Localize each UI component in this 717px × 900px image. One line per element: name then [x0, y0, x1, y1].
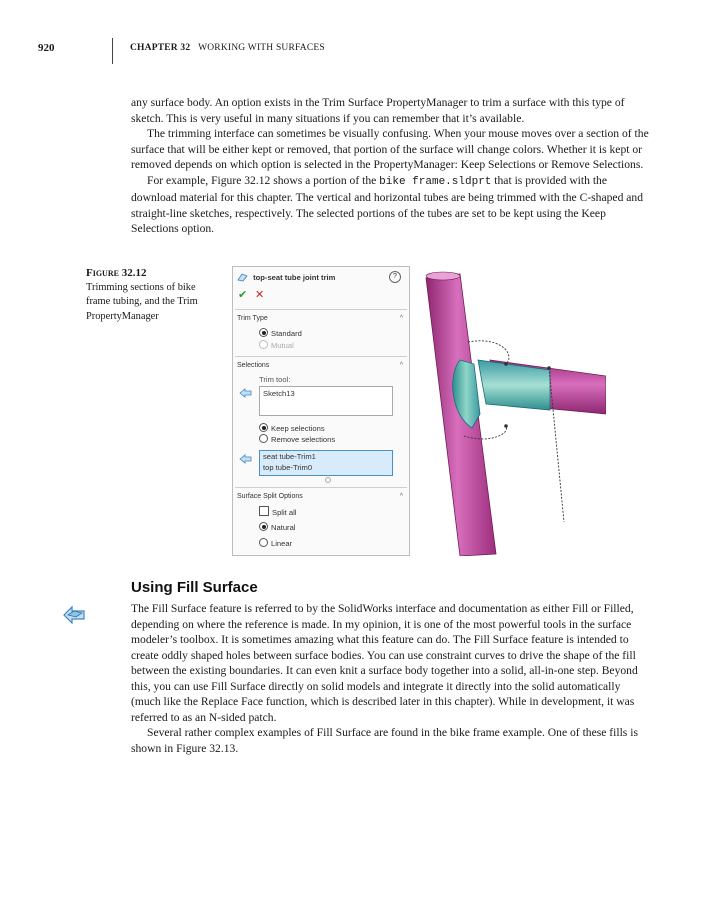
- checkbox-split-all[interactable]: [259, 506, 296, 517]
- section-text: [131, 601, 651, 756]
- sketch-endpoint: [547, 366, 551, 370]
- radio-mutual-label: Mutual: [271, 341, 294, 350]
- fill-surface-icon: [62, 604, 88, 624]
- trim-surface-icon: [237, 272, 248, 282]
- radio-natural[interactable]: [259, 522, 295, 532]
- radio-standard-label: Standard: [271, 329, 302, 338]
- section-paragraph-1: The Fill Surface feature is referred to by the SolidWorks interface and documentation as either Fill or Filled, depending on where the reference is made. In my opinion, it is one of the most powerful tools in the surface modeler’s toolbox. It is sometimes amazing what this feature can do. The Fill Surface feature is intended to create oddly shaped holes between surface bodies. You can use constraint curves to drive the shape of the fill between the existing boundaries. It can even knit a surface body together into a solid, all-in-one step. Beyond this, you can use Fill Surface directly on solid models and integrate it directly into the solid automatically (much like the Replace Face function, which is described later in this chapter). While in development, it was referred to as an N-sided patch.: [131, 602, 638, 724]
- page-number: 920: [38, 42, 55, 54]
- running-head: [130, 43, 325, 53]
- pm-divider: [235, 487, 407, 488]
- split-options-heading[interactable]: Surface Split Options: [237, 493, 303, 500]
- pieces-list[interactable]: [259, 450, 393, 476]
- pm-title: top-seat tube joint trim: [253, 273, 336, 282]
- resize-grip[interactable]: [325, 477, 331, 483]
- intro-text: [131, 95, 651, 237]
- intro-paragraph-2: The trimming interface can sometimes be visually confusing. When your mouse moves over a section of the surface that will be either kept or removed, that portion of the surface will change colors. Whether it is kept or removed depends on which option is selected in the PropertyManager: Keep Selections or Remove Selections.: [131, 127, 649, 171]
- trim-tool-list[interactable]: [259, 386, 393, 416]
- radio-linear-label: Linear: [271, 539, 293, 548]
- intro-p3-end: that is provided with the download material for this chapter. The vertical and horizontal tubes are being trimmed with the C-shaped and straight-line sketches, respectively. The selected portions of the tubes are set to be kept using the Keep Selections option.: [131, 173, 644, 235]
- radio-dot: [259, 538, 268, 547]
- piece-item[interactable]: top tube-Trim0: [263, 463, 313, 472]
- figure-caption-text: Trimming sections of bike frame tubing, and the Trim PropertyManager: [86, 281, 198, 322]
- section-paragraph-2: Several rather complex examples of Fill Surface are found in the bike frame example. One of these fills is shown in Figure 32.13.: [131, 726, 638, 755]
- trim-property-manager: [232, 266, 410, 556]
- radio-dot: [259, 434, 268, 443]
- pm-divider: [235, 309, 407, 310]
- pieces-icon: [239, 453, 253, 465]
- file-name: bike frame.sldprt: [379, 175, 492, 188]
- figure-label: Figure 32.12: [86, 267, 147, 279]
- section-heading: Using Fill Surface: [131, 579, 258, 596]
- sketch-endpoint: [504, 424, 508, 428]
- header-rule: [112, 38, 113, 64]
- figure-caption: [86, 266, 216, 324]
- radio-dot: [259, 423, 268, 432]
- split-options-collapse-icon[interactable]: ^: [399, 493, 403, 500]
- selections-collapse-icon[interactable]: ^: [399, 362, 403, 369]
- intro-p3-start: For example, Figure 32.12 shows a portion of the: [147, 173, 380, 187]
- radio-keep-label: Keep selections: [271, 424, 325, 433]
- radio-remove-label: Remove selections: [271, 435, 336, 444]
- radio-remove-selections[interactable]: [259, 434, 335, 444]
- radio-standard[interactable]: [259, 328, 302, 338]
- sketch-endpoint: [504, 362, 508, 366]
- bike-frame-render: [420, 264, 606, 556]
- intro-paragraph-1: any surface body. An option exists in the Trim Surface PropertyManager to trim a surface with this type of sketch. This is very useful in many situations if you can remember that it’s available.: [131, 96, 625, 125]
- pm-title-row: [237, 272, 335, 282]
- seat-tube-end: [426, 272, 460, 280]
- cancel-button[interactable]: ✕: [255, 289, 265, 301]
- radio-linear[interactable]: [259, 538, 292, 548]
- intro-paragraph-3: [131, 173, 651, 237]
- trim-tool-label: Trim tool:: [259, 375, 291, 384]
- chapter-label: CHAPTER 32: [130, 43, 191, 53]
- help-icon[interactable]: ?: [389, 271, 401, 283]
- selections-heading[interactable]: Selections: [237, 362, 270, 369]
- pm-divider: [235, 356, 407, 357]
- trim-tool-icon: [239, 387, 253, 399]
- trim-tool-value[interactable]: Sketch13: [263, 389, 295, 398]
- trim-type-collapse-icon[interactable]: ^: [399, 315, 403, 322]
- radio-dot: [259, 522, 268, 531]
- checkbox-split-all-label: Split all: [272, 508, 297, 517]
- radio-mutual[interactable]: [259, 340, 294, 350]
- radio-dot: [259, 340, 268, 349]
- ok-button[interactable]: ✔: [238, 289, 248, 301]
- trim-type-heading[interactable]: Trim Type: [237, 315, 268, 322]
- page-header: [38, 38, 678, 66]
- radio-keep-selections[interactable]: [259, 423, 325, 433]
- radio-dot: [259, 328, 268, 337]
- radio-natural-label: Natural: [271, 523, 296, 532]
- chapter-title: WORKING WITH SURFACES: [198, 43, 325, 53]
- checkbox-box: [259, 506, 269, 516]
- piece-item[interactable]: seat tube-Trim1: [263, 452, 316, 461]
